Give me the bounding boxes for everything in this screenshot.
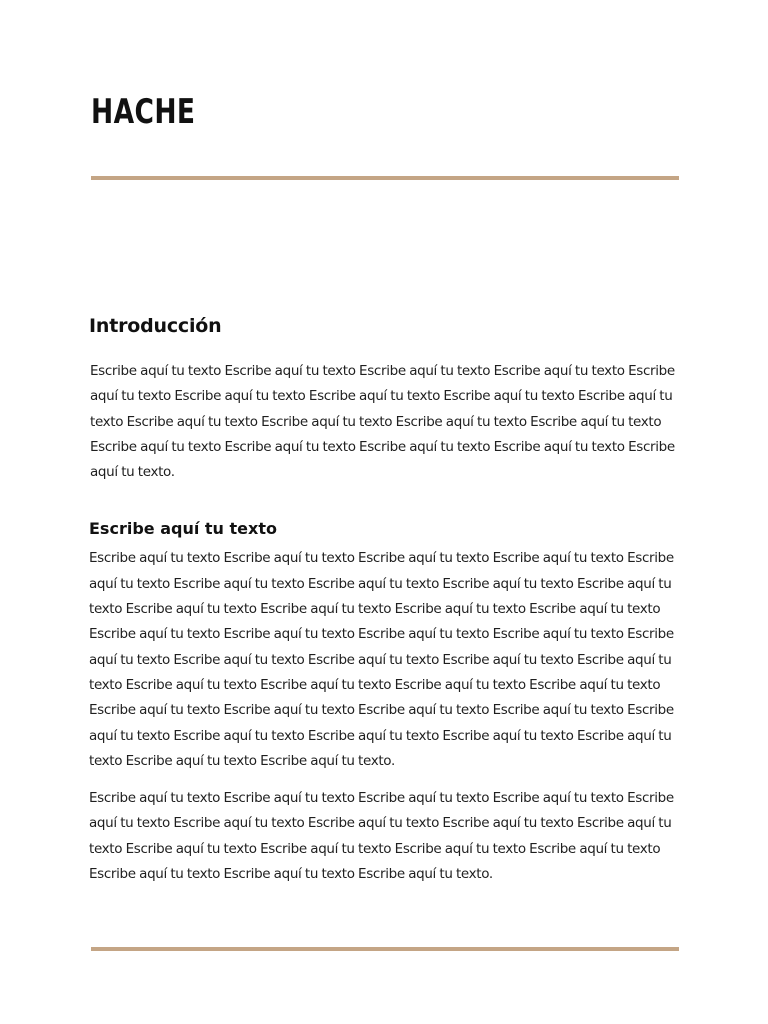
- document-body: [89, 312, 681, 887]
- brand-title: HACHE: [91, 92, 196, 132]
- intro-paragraph: Escribe aquí tu texto Escribe aquí tu texto Escribe aquí tu texto Escribe aquí tu texto Escribe aquí tu texto Escribe aquí tu texto Escribe aquí tu texto Escribe aquí tu texto Escribe aquí tu texto Escribe aquí tu texto Escribe aquí tu texto Escribe aquí tu texto Escribe aquí tu texto Escribe aquí tu texto Escribe aquí tu texto Escribe aquí tu texto Escribe aquí tu texto Escribe aquí tu texto.: [90, 363, 675, 481]
- body-paragraph: Escribe aquí tu texto Escribe aquí tu texto Escribe aquí tu texto Escribe aquí tu texto Escribe aquí tu texto Escribe aquí tu texto Escribe aquí tu texto Escribe aquí tu texto Escribe aquí tu texto Escribe aquí tu texto Escribe aquí tu texto Escribe aquí tu texto Escribe aquí tu texto Escribe aquí tu texto Escribe aquí tu texto Escribe aquí tu texto Escribe aquí tu texto Escribe aquí tu texto Escribe aquí tu texto Escribe aquí tu texto Escribe aquí tu texto Escribe aquí tu texto Escribe aquí tu texto Escribe aquí tu texto Escribe aquí tu texto Escribe aquí tu texto Escribe aquí tu texto Escribe aquí tu texto Escribe aquí tu texto Escribe aquí tu texto Escribe aquí tu texto Escribe aquí tu texto Escribe aquí tu texto Escribe aquí tu texto Escribe aquí tu texto Escribe aquí tu texto Escribe aquí tu texto.: [89, 550, 674, 769]
- body-paragraph: Escribe aquí tu texto Escribe aquí tu texto Escribe aquí tu texto Escribe aquí tu texto Escribe aquí tu texto Escribe aquí tu texto Escribe aquí tu texto Escribe aquí tu texto Escribe aquí tu texto Escribe aquí tu texto Escribe aquí tu texto Escribe aquí tu texto Escribe aquí tu texto Escribe aquí tu texto Escribe aquí tu texto Escribe aquí tu texto.: [89, 790, 674, 883]
- section-heading-escribe: Escribe aquí tu texto: [89, 519, 277, 539]
- top-divider: [91, 176, 679, 180]
- section-heading-introduccion: Introducción: [89, 315, 222, 337]
- bottom-divider: [91, 947, 679, 951]
